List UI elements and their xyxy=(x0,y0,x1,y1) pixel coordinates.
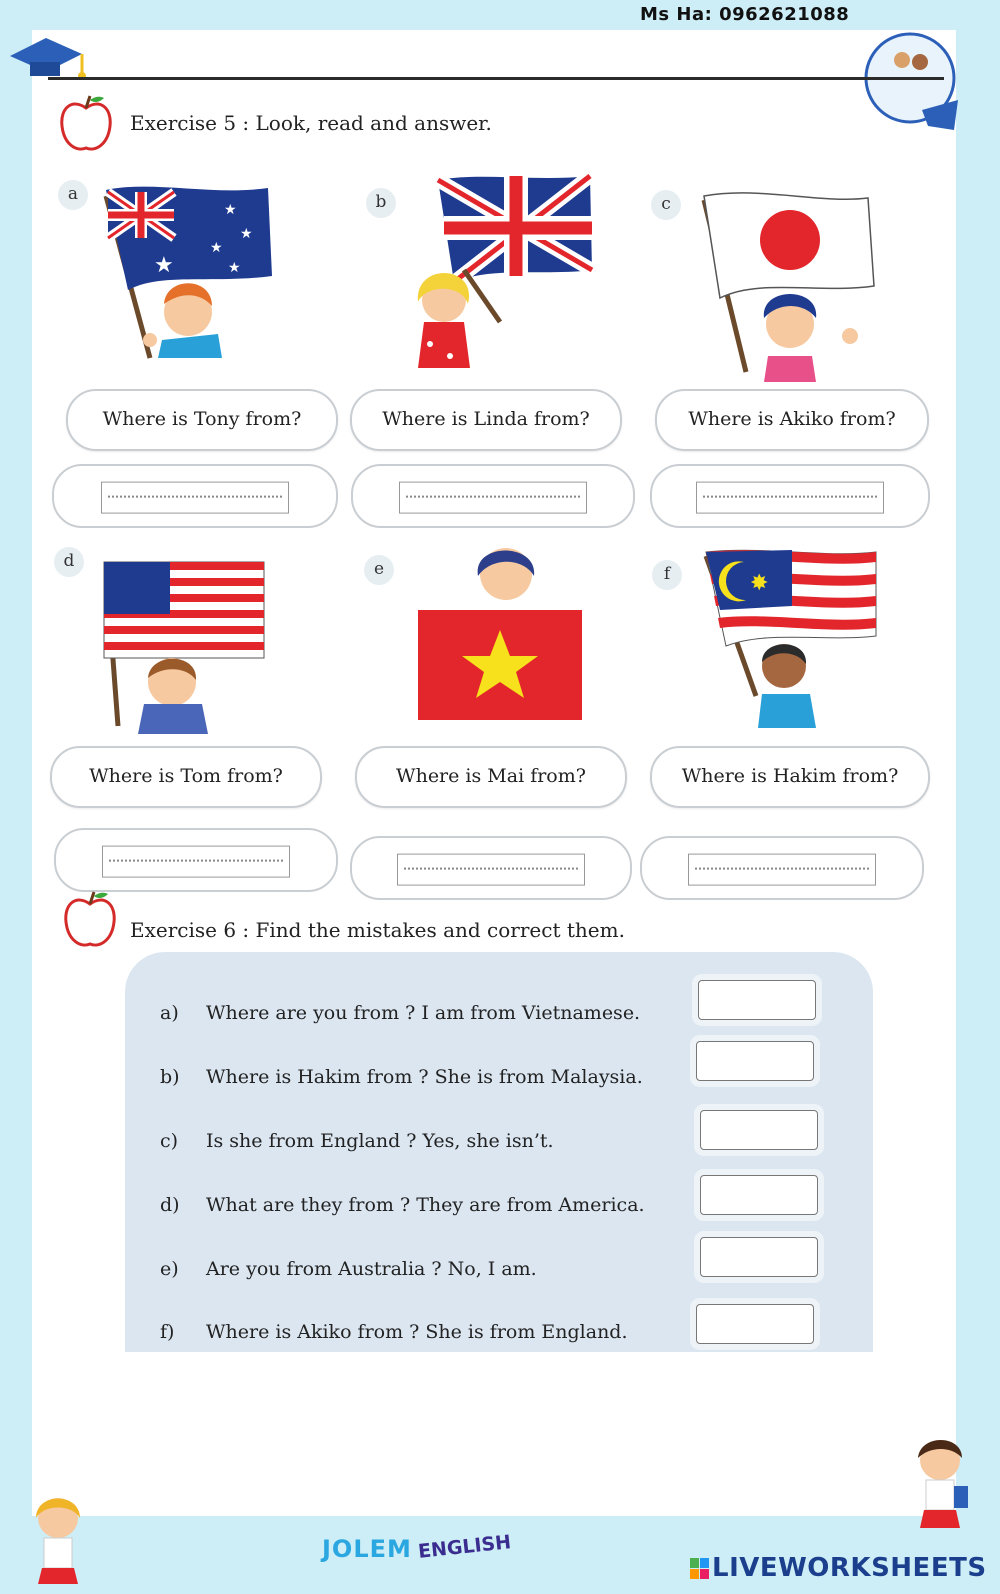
answer-pill-tony xyxy=(52,464,338,528)
sentence-row xyxy=(160,1130,554,1152)
sentence-row xyxy=(160,1002,640,1024)
correction-box-d[interactable] xyxy=(700,1175,818,1215)
sentence-label: d) xyxy=(160,1194,180,1216)
answer-pill-linda xyxy=(351,464,635,528)
liveworksheets-logo-text: LIVEWORKSHEETS xyxy=(712,1553,987,1583)
correction-box-b[interactable] xyxy=(696,1041,814,1081)
sentence-text: Are you from Australia ? No, I am. xyxy=(206,1258,537,1280)
svg-text:★: ★ xyxy=(240,226,253,242)
teacher-phone: Ms Ha: 0962621088 xyxy=(640,4,850,25)
answer-pill-akiko xyxy=(650,464,930,528)
sentence-row xyxy=(160,1258,537,1280)
sentence-label: f) xyxy=(160,1321,175,1343)
question-hakim: Where is Hakim from? xyxy=(650,746,930,808)
sentence-text: Where is Akiko from ? She is from England. xyxy=(206,1321,628,1343)
sentence-text: Is she from England ? Yes, she isn’t. xyxy=(206,1130,554,1152)
answer-field-hakim[interactable] xyxy=(688,854,876,886)
answer-pill-mai xyxy=(350,836,632,900)
answer-pill-hakim xyxy=(640,836,924,900)
sentence-text: Where are you from ? I am from Vietnamese. xyxy=(206,1002,641,1024)
item-letter: d xyxy=(54,547,84,577)
question-linda: Where is Linda from? xyxy=(350,389,622,451)
item-letter: e xyxy=(364,555,394,585)
svg-text:✸: ✸ xyxy=(750,571,769,596)
exercise5-title: Exercise 5 : Look, read and answer. xyxy=(130,111,492,135)
apple-icon xyxy=(62,888,118,950)
correction-box-f[interactable] xyxy=(696,1304,814,1344)
sentence-label: a) xyxy=(160,1002,179,1024)
answer-field-mai[interactable] xyxy=(397,854,585,886)
uk-flag-picture xyxy=(404,172,624,372)
jolem-logo-text: JOLEM xyxy=(322,1535,412,1563)
sentence-label: b) xyxy=(160,1066,180,1088)
boy-student-icon xyxy=(908,1436,972,1536)
malaysia-flag-picture xyxy=(696,546,916,746)
vietnam-flag-picture xyxy=(408,546,628,746)
usa-flag-picture xyxy=(92,556,312,756)
australia-flag-picture xyxy=(92,180,312,380)
sentence-row xyxy=(160,1066,643,1088)
item-letter: f xyxy=(652,560,682,590)
exercise6-title: Exercise 6 : Find the mistakes and correct them. xyxy=(130,918,625,942)
correction-box-c[interactable] xyxy=(700,1110,818,1150)
answer-pill-tom xyxy=(54,828,338,892)
sentence-text: Where is Hakim from ? She is from Malaysia. xyxy=(206,1066,643,1088)
svg-text:★: ★ xyxy=(210,240,223,256)
answer-field-akiko[interactable] xyxy=(696,482,884,514)
item-letter: b xyxy=(366,188,396,218)
svg-text:★: ★ xyxy=(228,260,241,276)
answer-field-linda[interactable] xyxy=(399,482,587,514)
svg-text:★: ★ xyxy=(224,202,237,218)
japan-flag-picture xyxy=(690,186,910,386)
question-akiko: Where is Akiko from? xyxy=(655,389,929,451)
correction-box-a[interactable] xyxy=(698,980,816,1020)
item-letter: a xyxy=(58,180,88,210)
sentence-row xyxy=(160,1321,628,1343)
answer-field-tom[interactable] xyxy=(102,846,290,878)
header-rule xyxy=(48,77,944,80)
question-tony: Where is Tony from? xyxy=(66,389,338,451)
globe-students-icon xyxy=(862,30,960,130)
item-letter: c xyxy=(651,190,681,220)
liveworksheets-logo-icon xyxy=(690,1558,710,1580)
english-logo-text: ENGLISH xyxy=(417,1531,513,1563)
sentence-label: e) xyxy=(160,1258,179,1280)
question-tom: Where is Tom from? xyxy=(50,746,322,808)
correction-box-e[interactable] xyxy=(700,1237,818,1277)
sentence-row xyxy=(160,1194,645,1216)
answer-field-tony[interactable] xyxy=(101,482,289,514)
sentence-label: c) xyxy=(160,1130,179,1152)
svg-text:★: ★ xyxy=(154,253,174,278)
apple-icon xyxy=(58,92,114,154)
sentence-text: What are they from ? They are from America. xyxy=(206,1194,645,1216)
question-mai: Where is Mai from? xyxy=(355,746,627,808)
girl-student-icon xyxy=(28,1492,88,1594)
